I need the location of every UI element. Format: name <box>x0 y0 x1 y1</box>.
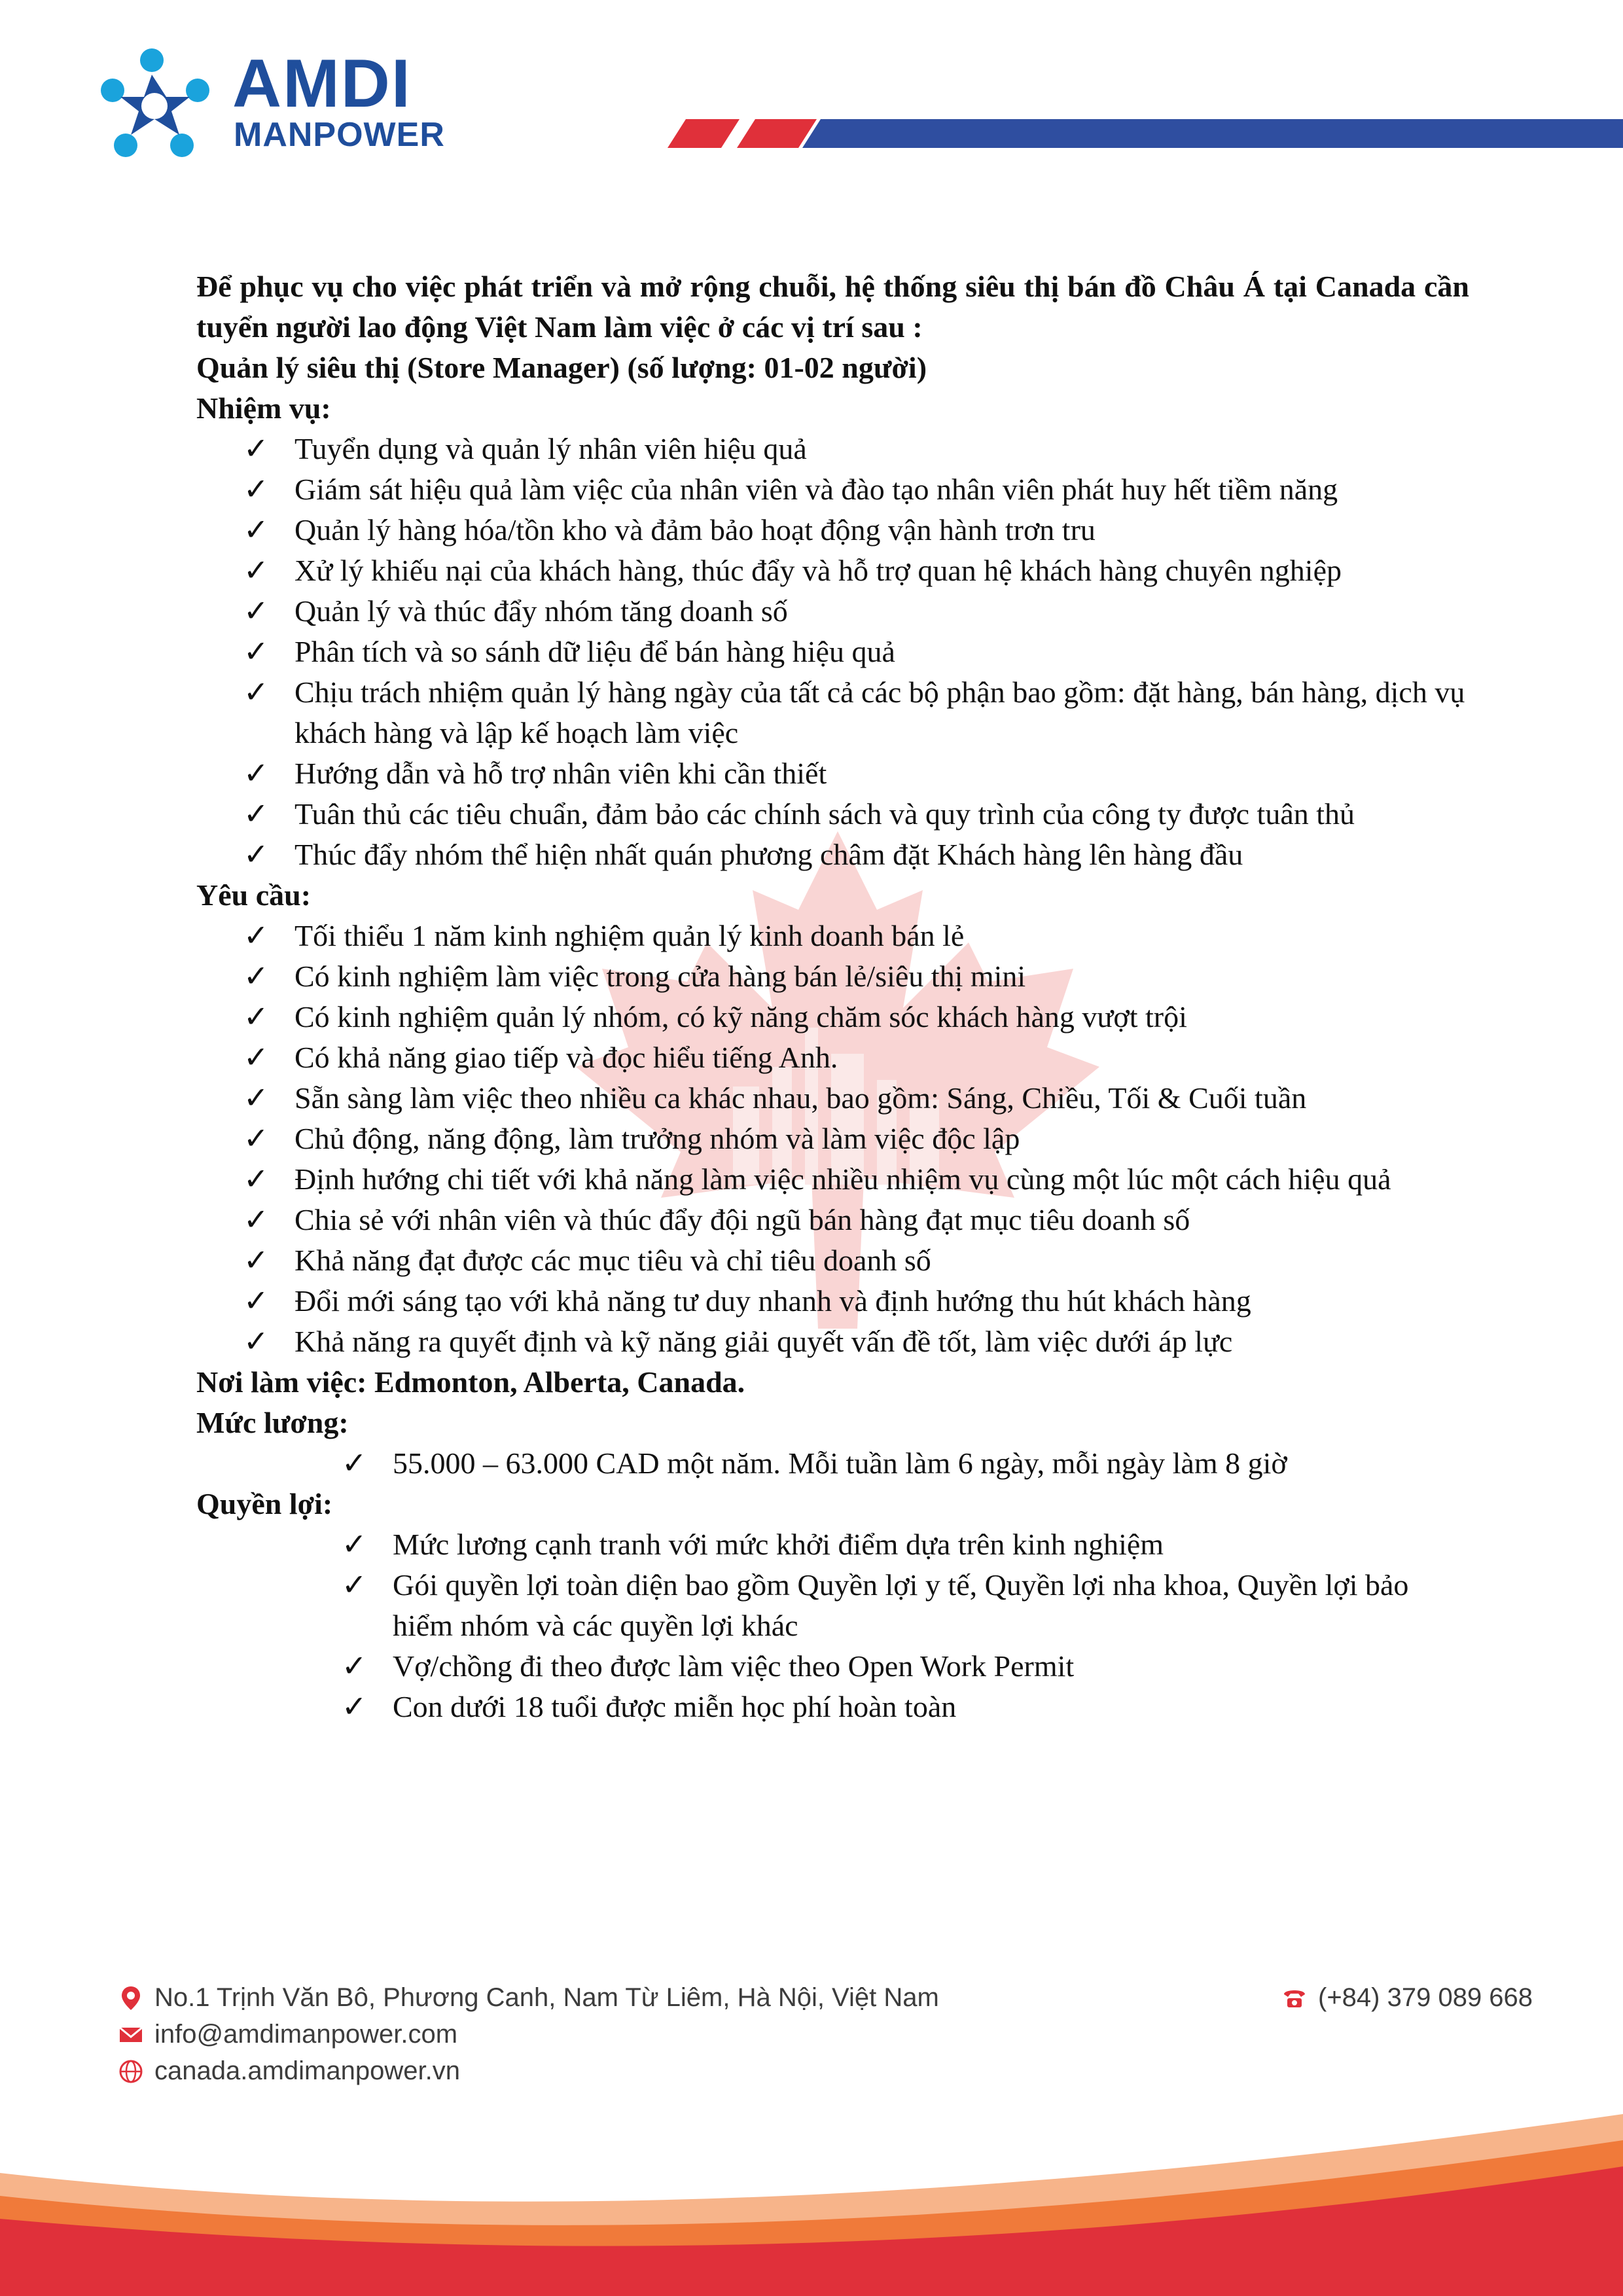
check-icon: ✓ <box>243 1325 269 1358</box>
check-icon: ✓ <box>243 432 269 465</box>
list-item: ✓ Hướng dẫn và hỗ trợ nhân viên khi cần thiết <box>196 753 1469 794</box>
list-item: ✓ Tối thiểu 1 năm kinh nghiệm quản lý kinh doanh bán lẻ <box>196 916 1469 956</box>
check-icon: ✓ <box>243 1162 269 1196</box>
list-item: ✓ 55.000 – 63.000 CAD một năm. Mỗi tuần làm 6 ngày, mỗi ngày làm 8 giờ <box>196 1443 1469 1484</box>
address-row <box>118 1983 939 2013</box>
list-item: ✓ Giám sát hiệu quả làm việc của nhân viên và đào tạo nhân viên phát huy hết tiềm năng <box>196 469 1469 510</box>
list-item: ✓ Mức lương cạnh tranh với mức khởi điểm dựa trên kinh nghiệm <box>196 1524 1469 1565</box>
check-icon: ✓ <box>243 1284 269 1318</box>
logo-people-icon <box>98 46 229 164</box>
check-icon: ✓ <box>243 473 269 506</box>
list-item: ✓ Chia sẻ với nhân viên và thúc đẩy đội ngũ bán hàng đạt mục tiêu doanh số <box>196 1200 1469 1240</box>
footer <box>0 1983 1623 2296</box>
list-item: ✓ Con dưới 18 tuổi được miễn học phí hoàn toàn <box>196 1687 1469 1727</box>
email-row[interactable] <box>118 2020 457 2049</box>
check-icon: ✓ <box>243 675 269 709</box>
workplace-line: Nơi làm việc: Edmonton, Alberta, Canada. <box>196 1365 745 1399</box>
list-item: ✓ Quản lý và thúc đẩy nhóm tăng doanh số <box>196 591 1469 632</box>
check-icon: ✓ <box>342 1528 367 1561</box>
list-item: ✓ Đổi mới sáng tạo với khả năng tư duy nhanh và định hướng thu hút khách hàng <box>196 1281 1469 1321</box>
website-text[interactable]: canada.amdimanpower.vn <box>154 2056 460 2085</box>
company-logo <box>98 46 445 164</box>
check-icon: ✓ <box>243 594 269 628</box>
header-stripe <box>668 119 1623 148</box>
list-item: ✓ Thúc đẩy nhóm thể hiện nhất quán phương châm đặt Khách hàng lên hàng đầu <box>196 834 1469 875</box>
check-icon: ✓ <box>243 797 269 831</box>
logo-subtitle: MANPOWER <box>234 116 445 154</box>
check-icon: ✓ <box>243 513 269 547</box>
list-item: ✓ Định hướng chi tiết với khả năng làm việc nhiều nhiệm vụ cùng một lúc một cách hiệu quả <box>196 1159 1469 1200</box>
check-icon: ✓ <box>243 838 269 871</box>
benefits-heading: Quyền lợi: <box>196 1487 333 1520</box>
check-icon: ✓ <box>243 960 269 993</box>
list-item: ✓ Phân tích và so sánh dữ liệu để bán hàng hiệu quả <box>196 632 1469 672</box>
list-item: ✓ Quản lý hàng hóa/tồn kho và đảm bảo hoạt động vận hành trơn tru <box>196 510 1469 550</box>
phone-text[interactable]: (+84) 379 089 668 <box>1318 1983 1533 2012</box>
check-icon: ✓ <box>243 1244 269 1277</box>
salary-list <box>196 1443 1469 1484</box>
job-posting <box>196 266 1469 1727</box>
check-icon: ✓ <box>243 757 269 790</box>
duties-list <box>196 429 1469 875</box>
list-item: ✓ Tuân thủ các tiêu chuẩn, đảm bảo các chính sách và quy trình của công ty được tuân thủ <box>196 794 1469 834</box>
check-icon: ✓ <box>243 554 269 587</box>
list-item: ✓ Gói quyền lợi toàn diện bao gồm Quyền lợi y tế, Quyền lợi nha khoa, Quyền lợi bảo hiểm nhóm và các quyền lợi khác <box>196 1565 1469 1646</box>
email-text[interactable]: info@amdimanpower.com <box>154 2020 458 2049</box>
duties-heading: Nhiệm vụ: <box>196 391 331 425</box>
salary-heading: Mức lương: <box>196 1406 349 1439</box>
check-icon: ✓ <box>243 635 269 668</box>
list-item: ✓ Sẵn sàng làm việc theo nhiều ca khác nhau, bao gồm: Sáng, Chiều, Tối & Cuối tuần <box>196 1078 1469 1119</box>
check-icon: ✓ <box>342 1649 367 1683</box>
footer-waves <box>0 2075 1623 2296</box>
list-item: ✓ Có kinh nghiệm quản lý nhóm, có kỹ năng chăm sóc khách hàng vượt trội <box>196 997 1469 1037</box>
check-icon: ✓ <box>342 1568 367 1602</box>
list-item: ✓ Có kinh nghiệm làm việc trong cửa hàng bán lẻ/siêu thị mini <box>196 956 1469 997</box>
list-item: ✓ Khả năng ra quyết định và kỹ năng giải quyết vấn đề tốt, làm việc dưới áp lực <box>196 1321 1469 1362</box>
check-icon: ✓ <box>243 1081 269 1115</box>
check-icon: ✓ <box>243 1203 269 1236</box>
logo-name: AMDI <box>232 46 412 122</box>
address-text: No.1 Trịnh Văn Bô, Phương Canh, Nam Từ Liêm, Hà Nội, Việt Nam <box>154 1983 939 2012</box>
phone-row[interactable] <box>1281 1983 1533 2013</box>
check-icon: ✓ <box>243 1122 269 1155</box>
list-item: ✓ Vợ/chồng đi theo được làm việc theo Open Work Permit <box>196 1646 1469 1687</box>
position-title: Quản lý siêu thị (Store Manager) (số lượng: 01-02 người) <box>196 351 927 384</box>
check-icon: ✓ <box>243 1000 269 1033</box>
list-item: ✓ Có khả năng giao tiếp và đọc hiểu tiếng Anh. <box>196 1037 1469 1078</box>
list-item: ✓ Chủ động, năng động, làm trưởng nhóm và làm việc độc lập <box>196 1119 1469 1159</box>
phone-icon <box>1281 1985 1308 2011</box>
check-icon: ✓ <box>243 919 269 952</box>
check-icon: ✓ <box>342 1446 367 1480</box>
requirements-list <box>196 916 1469 1362</box>
check-icon: ✓ <box>342 1690 367 1723</box>
check-icon: ✓ <box>243 1041 269 1074</box>
list-item: ✓ Chịu trách nhiệm quản lý hàng ngày của tất cả các bộ phận bao gồm: đặt hàng, bán hàng, dịch vụ khách hàng và lập kế hoạch làm việc <box>196 672 1469 753</box>
list-item: ✓ Xử lý khiếu nại của khách hàng, thúc đẩy và hỗ trợ quan hệ khách hàng chuyên nghiệp <box>196 550 1469 591</box>
requirements-heading: Yêu cầu: <box>196 878 312 912</box>
mail-icon <box>118 2022 144 2048</box>
list-item: ✓ Khả năng đạt được các mục tiêu và chỉ tiêu doanh số <box>196 1240 1469 1281</box>
intro-paragraph: Để phục vụ cho việc phát triển và mở rộng chuỗi, hệ thống siêu thị bán đồ Châu Á tại Canada cần tuyển người lao động Việt Nam làm việc ở các vị trí sau : <box>196 270 1469 344</box>
benefits-list <box>196 1524 1469 1727</box>
list-item: ✓ Tuyển dụng và quản lý nhân viên hiệu quả <box>196 429 1469 469</box>
map-pin-icon <box>118 1985 144 2011</box>
